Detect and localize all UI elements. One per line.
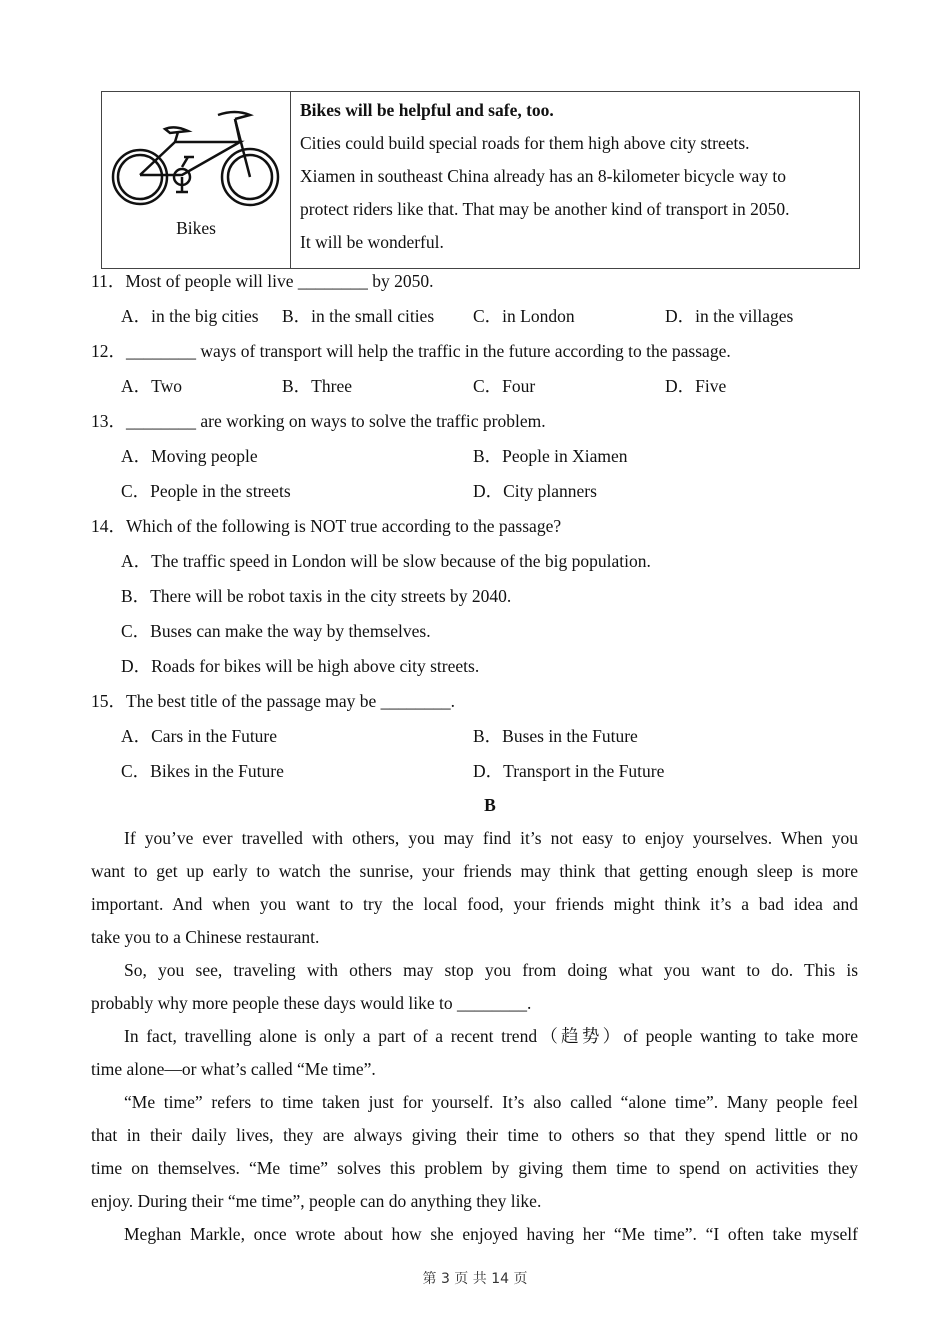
page-footer: 第 3 页 共 14 页	[422, 1271, 528, 1287]
answer-option: B．in the small cities	[282, 306, 435, 326]
question-stem: 12．________ ways of transport will help the traffic in the future according to the passage.	[91, 341, 731, 361]
answer-option: D．in the villages	[665, 306, 794, 326]
answer-option: C．Bikes in the Future	[121, 761, 284, 781]
paragraph-line: In fact, travelling alone is only a part of a recent trend（趋势）of people wanting to take more	[124, 1026, 858, 1046]
answer-option: A．The traffic speed in London will be slow because of the big population.	[121, 551, 651, 571]
answer-option: B．People in Xiamen	[473, 446, 628, 466]
answer-option: D．Transport in the Future	[473, 761, 665, 781]
answer-option: C．Buses can make the way by themselves.	[121, 621, 431, 641]
paragraph-line: enjoy. During their “me time”, people can do anything they like.	[91, 1191, 542, 1211]
table-divider	[290, 92, 291, 268]
paragraph-line: take you to a Chinese restaurant.	[91, 927, 320, 947]
table-text-line: Xiamen in southeast China already has an 8-kilometer bicycle way to	[300, 166, 786, 186]
table-text-line: Cities could build special roads for them high above city streets.	[300, 133, 750, 153]
image-caption: Bikes	[176, 218, 216, 238]
paragraph-line: time alone—or what’s called “Me time”.	[91, 1059, 376, 1079]
paragraph-line: important. And when you want to try the local food, your friends might think it’s a bad idea and	[91, 894, 858, 914]
paragraph-line: Meghan Markle, once wrote about how she enjoyed having her “Me time”. “I often take myself	[124, 1224, 858, 1244]
answer-option: B．There will be robot taxis in the city streets by 2040.	[121, 586, 512, 606]
answer-option: B．Three	[282, 376, 352, 396]
paragraph-line: want to get up early to watch the sunrise, your friends may think that getting enough sleep is more	[91, 861, 858, 881]
answer-option: C．Four	[473, 376, 536, 396]
question-stem: 15．The best title of the passage may be ________.	[91, 691, 456, 711]
answer-option: D．City planners	[473, 481, 597, 501]
question-stem: 11．Most of people will live ________ by 2050.	[91, 271, 434, 291]
answer-option: D．Roads for bikes will be high above city streets.	[121, 656, 480, 676]
table-heading: Bikes will be helpful and safe, too.	[300, 100, 554, 120]
paragraph-line: time on themselves. “Me time” solves this problem by giving them time to spend on activities they	[91, 1158, 858, 1178]
paragraph-line: probably why more people these days would like to ________.	[91, 993, 532, 1013]
paragraph-line: So, you see, traveling with others may stop you from doing what you want to do. This is	[124, 960, 858, 980]
passage-table	[101, 91, 860, 269]
answer-option: B．Buses in the Future	[473, 726, 638, 746]
paragraph-line: If you’ve ever travelled with others, you may find it’s not easy to enjoy yourselves. When you	[124, 828, 858, 848]
table-text-line: It will be wonderful.	[300, 232, 444, 252]
answer-option: A．Moving people	[121, 446, 258, 466]
paragraph-line: that in their daily lives, they are always giving their time to others so that they spend little or no	[91, 1125, 858, 1145]
table-text-line: protect riders like that. That may be another kind of transport in 2050.	[300, 199, 790, 219]
question-stem: 13．________ are working on ways to solve the traffic problem.	[91, 411, 546, 431]
answer-option: C．in London	[473, 306, 575, 326]
answer-option: A．in the big cities	[121, 306, 259, 326]
answer-option: A．Cars in the Future	[121, 726, 278, 746]
answer-option: D．Five	[665, 376, 727, 396]
paragraph-line: “Me time” refers to time taken just for yourself. It’s also called “alone time”. Many people feel	[124, 1092, 858, 1112]
section-heading: B	[484, 795, 496, 815]
question-stem: 14．Which of the following is NOT true according to the passage?	[91, 516, 562, 536]
answer-option: C．People in the streets	[121, 481, 291, 501]
bicycle-icon	[110, 107, 285, 207]
answer-option: A．Two	[121, 376, 182, 396]
